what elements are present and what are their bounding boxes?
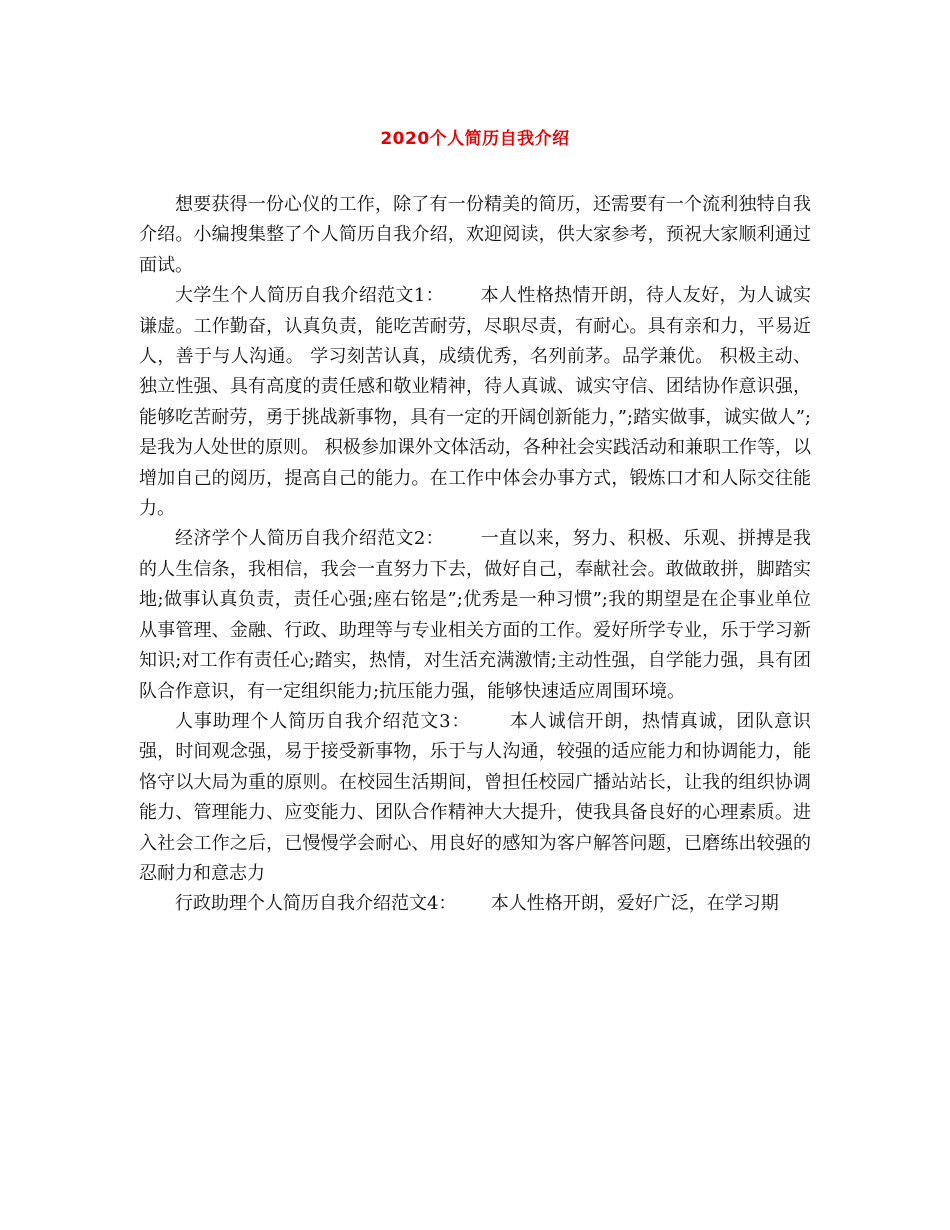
- section-text-3: 本人诚信开朗，热情真诚，团队意识强，时间观念强，易于接受新事物，乐于与人沟通，较强的适应能力和协调能力，能恪守以大局为重的原则。在校园生活期间，曾担任校园广播站站长，让我的组织协调能力、管理能力、应变能力、团队合作精神大大提升，使我具备良好的心理素质。进入社会工作之后，已慢慢学会耐心、用良好的感知为客户解答问题，已磨练出较强的忍耐力和意志力: [139, 710, 812, 884]
- section-lead-3: 人事助理个人简历自我介绍范文3：: [175, 710, 471, 732]
- section-text-2: 一直以来，努力、积极、乐观、拼搏是我的人生信条，我相信，我会一直努力下去，做好自己，奉献社会。敢做敢拼，脚踏实地;做事认真负责，责任心强;座右铭是”;优秀是一种习惯”;我的期望是在企事业单位从事管理、金融、行政、助理等与专业相关方面的工作。爱好所学专业，乐于学习新知识;对工作有责任心;踏实，热情，对生活充满激情;主动性强，自学能力强，具有团队合作意识，有一定组织能力;抗压能力强，能够快速适应周围环境。: [139, 528, 811, 702]
- section-paragraph-4: [139, 889, 811, 919]
- intro-paragraph: 想要获得一份心仪的工作，除了有一份精美的简历，还需要有一个流利独特自我介绍。小编搜集整了个人简历自我介绍，欢迎阅读，供大家参考，预祝大家顺利通过面试。: [139, 194, 811, 276]
- document-title: 2020个人简历自我介绍: [380, 129, 570, 149]
- lead-gap: [470, 711, 510, 732]
- section-lead-4: 行政助理个人简历自我介绍范文4：: [175, 893, 457, 915]
- document-body: [139, 190, 811, 920]
- section-text-4: 本人性格开朗，爱好广泛，在学习期: [490, 893, 779, 915]
- section-lead-2: 经济学个人简历自我介绍范文2：: [175, 528, 445, 550]
- section-text-1: 本人性格热情开朗，待人友好，为人诚实谦虚。工作勤奋，认真负责，能吃苦耐劳，尽职尽责，有耐心。具有亲和力，平易近人，善于与人沟通。 学习刻苦认真，成绩优秀，名列前茅。品学兼优。 积极主动、独立性强、具有高度的责任感和敬业精神，待人真诚、诚实守信、团结协作意识强，能够吃苦耐劳，勇于挑战新事物，具有一定的开阔创新能力，”;踏实做事，诚实做人”;是我为人处世的原则。 积极参加课外文体活动，各种社会实践活动和兼职工作等，以增加自己的阅历，提高自己的能力。在工作中体会办事方式，锻炼口才和人际交往能力。: [139, 285, 811, 520]
- section-lead-1: 大学生个人简历自我介绍范文1：: [175, 285, 445, 307]
- section-paragraph-1: [139, 281, 811, 524]
- lead-gap: [456, 893, 490, 914]
- section-paragraph-3: [139, 707, 811, 889]
- lead-gap: [444, 285, 481, 306]
- lead-gap: [444, 528, 481, 549]
- section-paragraph-2: [139, 524, 811, 706]
